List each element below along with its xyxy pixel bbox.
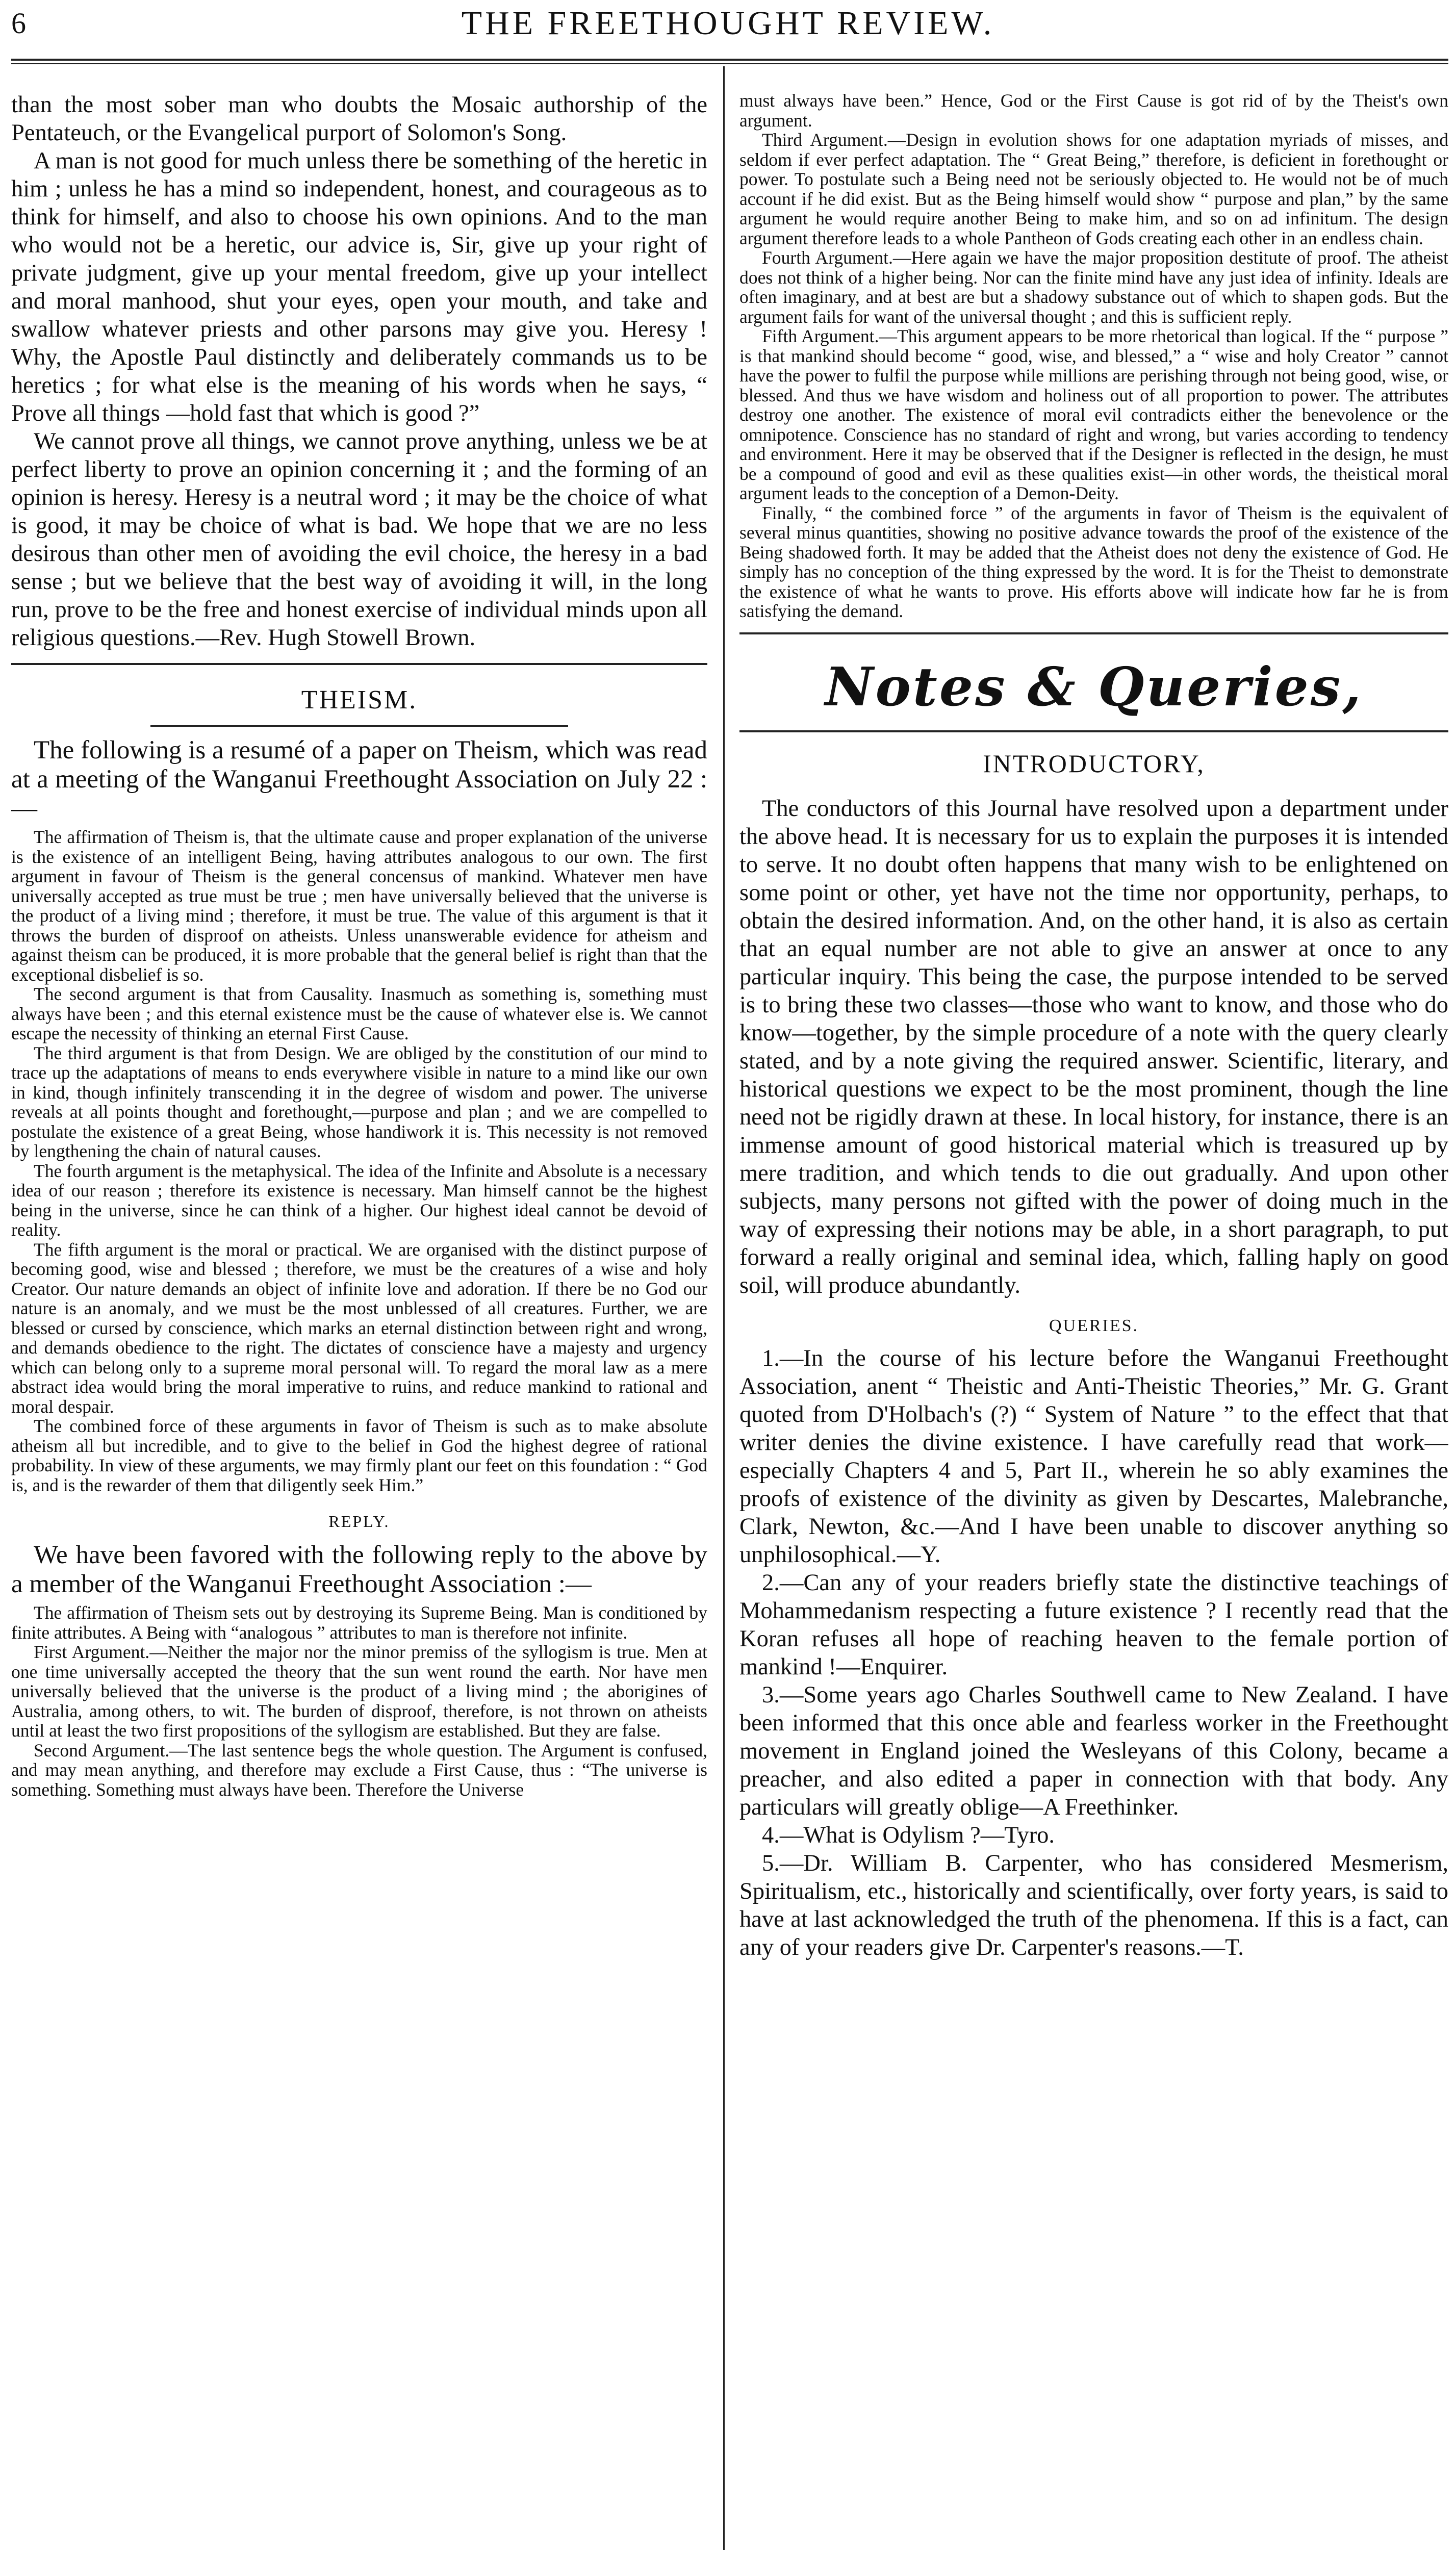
theism-heading: THEISM. — [301, 685, 418, 715]
header-rule-thin — [11, 63, 1448, 64]
reply-continued-paragraph: Finally, “ the combined force ” of the arguments in favor of Theism is the equivalent of several minus quantities, showing no positive advance towards the proof of the existence of the Being shadowed forth. It may be added that the Atheist does not deny the existence of God. He simply has no conception of the thing expressed by the word. It is for the Theist to demonstrate the existence of what he wants to prove. His efforts above will indicate how far he is from satisfying the demand. — [739, 502, 1448, 621]
query-item: 3.—Some years ago Charles Southwell came to New Zealand. I have been informed that this once able and fearless worker in the Freethought movement in England joined the Wesleyans of this Colony, became a preacher, and also edited a paper in connection with that body. Any particulars will greatly oblige—A Freethinker. — [739, 1681, 1448, 1820]
query-item: 2.—Can any of your readers briefly state the distinctive teachings of Mohammedanism respecting a future existence ? I recently read that the Koran refuses all hope of reaching heaven to the female portion of mankind !—Enquirer. — [739, 1569, 1448, 1680]
reply-continued-paragraph: Third Argument.—Design in evolution shows for one adaptation myriads of misses, and seldom if ever perfect adaptation. The “ Great Being,” therefore, is deficient in forethought or power. To postulate such a Being need not be seriously objected to. He would not be of much account if he did exist. But as the Being himself would show “ purpose and plan,” by the same argument he would require another Being to make him, and so on ad infinitum. The design argument therefore leads to a whole Pantheon of Gods creating each other in an endless chain. — [739, 130, 1448, 248]
theism-paragraph: The affirmation of Theism is, that the ultimate cause and proper explanation of the universe is the existence of an intelligent Being, having attributes analogous to our own. The first argument in favour of Theism is the general concensus of mankind. Whatever men have universally accepted as true must be true ; men have universally believed that the universe is the product of a living mind ; therefore, it must be true. The value of this argument is that it throws the burden of disproof on atheists. Unless unanswerable evidence for atheism and against theism can be produced, it is more probable that the general belief is right than that the exceptional disbelief is so. — [11, 827, 707, 985]
theism-paragraph: The fourth argument is the metaphysical. The idea of the Infinite and Absolute is a necessary idea of our reason ; therefore its existence is necessary. Man himself cannot be the highest being in the universe, since he can think of a higher. Our highest ideal cannot be devoid of reality. — [11, 1160, 707, 1240]
right-column — [739, 91, 1448, 2550]
section-rule — [739, 632, 1448, 634]
theism-paragraph: The third argument is that from Design. We are obliged by the constitution of our mind to trace up the adaptations of means to ends everywhere visible in nature to a mind like our own in kind, though infinitely transcending it in the degree of wisdom and power. The universe reveals at all points thought and forethought,—purpose and plan ; and we are compelled to postulate the existence of a great Being, whose handiwork it is. This necessity is not removed by lengthening the chain of natural causes. — [11, 1042, 707, 1161]
query-item: 4.—What is Odylism ?—Tyro. — [762, 1822, 1055, 1848]
queries-heading: QUERIES. — [1049, 1316, 1139, 1335]
query-item: 1.—In the course of his lecture before the Wanganui Freethought Association, anent “ Theistic and Anti-Theistic Theories,” Mr. G. Grant quoted from D'Holbach's (?) “ System of Nature ” to the effect that that writer denies the divine existence. I have carefully read that work—especially Chapters 4 and 5, Part II., wherein he so ably examines the proofs of existence of the divinity as given by Descartes, Malebranche, Clark, Newton, &c.—And I have been unable to discover anything so unphilosophical.—Y. — [739, 1345, 1448, 1568]
reply-continued-paragraph: Fifth Argument.—This argument appears to be more rhetorical than logical. If the “ purpose ” is that mankind should become “ good, wise, and blessed,” a “ wise and holy Creator ” cannot have the power to fulfil the purpose while millions are perishing through not being good, wise, or blessed. And thus we have wisdom and holiness out of all proportion to power. The attributes destroy one another. The existence of moral evil contradicts either the benevolence or the omnipotence. Conscience has no standard of right and wrong, but varies according to tendency and environment. Here it may be observed that if the Designer is reflected in the design, he must be a compound of good and evil as these qualities exist—in other words, the theistical moral argument leads to the conception of a Demon-Deity. — [739, 326, 1448, 503]
left-column — [11, 91, 707, 2550]
heresy-paragraph-2: We cannot prove all things, we cannot prove anything, unless we be at perfect liberty to prove an opinion concerning it ; and the forming of an opinion is heresy. Heresy is a neutral word ; it may be the choice of what is good, it may be choice of what is bad. We hope that we are no less desirous than other men of avoiding the evil choice, the heresy in a bad sense ; but we believe that the best way of avoiding it will, in the long run, prove to be the free and honest exercise of individual minds upon all religious questions.—Rev. Hugh Stowell Brown. — [11, 428, 707, 651]
continued-paragraph: than the most sober man who doubts the Mosaic authorship of the Pentateuch, or the Evangelical purport of Solomon's Song. — [11, 92, 707, 146]
reply-paragraph: Second Argument.—The last sentence begs the whole question. The Argument is confused, and may mean anything, and therefore may exclude a First Cause, thus : “The universe is something. Something must always have been. Therefore the Universe — [11, 1740, 707, 1800]
section-rule — [11, 663, 707, 665]
theism-paragraph: The second argument is that from Causality. Inasmuch as something is, something must always have been ; and this eternal existence must be the cause of whatever else is. We cannot escape the necessity of thinking an eternal First Cause. — [11, 984, 707, 1043]
heresy-paragraph: A man is not good for much unless there be something of the heretic in him ; unless he has a mind so independent, honest, and courageous as to think for himself, and also to choose his own opinions. And to the man who would not be a heretic, our advice is, Sir, give up your right of private judgment, give up your mental freedom, give up your intellect and moral manhood, shut your eyes, open your mouth, and take and swallow whatever priests and other parsons may give you. Heresy ! Why, the Apostle Paul distinctly and deliberately commands us to be heretics ; for what else is the meaning of his words when he says, “ Prove all things —hold fast that which is good ?” — [11, 148, 707, 426]
reply-intro: We have been favored with the following reply to the above by a member of the Wanganui Freethought Association :— — [11, 1541, 707, 1598]
page-number: 6 — [11, 7, 26, 40]
notes-queries-heading: Notes & Queries, — [825, 655, 1363, 718]
reply-paragraph: First Argument.—Neither the major nor the minor premiss of the syllogism is true. Men at one time universally accepted the theory that the sun went round the earth. Nor have men universally believed that the universe is the product of a living mind ; the aborigines of Australia, among others, to wit. The burden of disproof, therefore, is not thrown on atheists until at least the two first propositions of the syllogism are established. But they are false. — [11, 1642, 707, 1741]
running-title: THE FREETHOUGHT REVIEW. — [461, 5, 995, 42]
reply-continued-paragraph: Fourth Argument.—Here again we have the major proposition destitute of proof. The atheist does not think of a higher being. Nor can the finite mind have any just idea of infinity. Ideals are often imaginary, and at best are but a shadowy substance out of which to shapen gods. But the argument fails for want of the universal thought ; and this is sufficient reply. — [739, 247, 1448, 327]
reply-heading: REPLY. — [328, 1512, 390, 1531]
theism-intro: The following is a resumé of a paper on Theism, which was read at a meeting of the Wanganui Freethought Association on July 22 :— — [11, 736, 707, 823]
theism-paragraph: The combined force of these arguments in favor of Theism is such as to make absolute atheism all but incredible, and to give to the belief in God the highest degree of rational probability. In view of these arguments, we may firmly plant our feet on this foundation : “ God is, and is the rewarder of them that diligently seek Him.” — [11, 1416, 707, 1495]
reply-continued-paragraph: must always have been.” Hence, God or the First Cause is got rid of by the Theist's own argument. — [739, 91, 1448, 131]
column-divider — [723, 66, 725, 2550]
section-rule — [739, 730, 1448, 732]
introductory-heading: INTRODUCTORY, — [983, 749, 1205, 778]
introductory-paragraph: The conductors of this Journal have resolved upon a department under the above head. It is necessary for us to explain the purposes it is intended to serve. It no doubt often happens that many wish to be enlightened on some point or other, yet have not the time nor opportunity, perhaps, to obtain the desired information. And, on the other hand, it is also as certain that an equal number are not able to give an answer at once to any particular inquiry. This being the case, the purpose intended to be served is to bring these two classes—those who want to know, and those who do know—together, by the simple procedure of a note with the query clearly stated, and by a note giving the required answer. Scientific, literary, and historical questions we expect to be the most prominent, though the line need not be rigidly drawn at these. In local history, for instance, there is an immense amount of good historical material which is treasured up by mere tradition, and which tends to die out gradually. And upon other subjects, many persons not gifted with the power of doing much in the way of expressing their notions may be able, in a short paragraph, to put forward a really original and seminal idea, which, falling haply on good soil, will produce abundantly. — [739, 795, 1448, 1298]
query-item: 5.—Dr. William B. Carpenter, who has considered Mesmerism, Spiritualism, etc., historically and scientifically, over forty years, is said to have at last acknowledged the truth of the phenomena. If this is a fact, can any of your readers give Dr. Carpenter's reasons.—T. — [739, 1850, 1448, 1960]
theism-paragraph: The fifth argument is the moral or practical. We are organised with the distinct purpose of becoming good, wise and blessed ; therefore, we must be the creatures of a wise and holy Creator. Our nature demands an object of infinite love and adoration. If there be no God our nature is an anomaly, and we must be the most unblessed of all creatures. Further, we are blessed or cursed by conscience, which marks an eternal distinction between right and wrong, and demands obedience to the right. The dictates of conscience have a majesty and urgency which can belong only to a supreme moral personal will. To regard the moral law as a mere abstract idea would bring the moral imperative to ruins, and reduce mankind to rational and moral despair. — [11, 1239, 707, 1417]
header-rule — [11, 59, 1448, 61]
reply-paragraph: The affirmation of Theism sets out by destroying its Supreme Being. Man is conditioned by finite attributes. A Being with “analogous ” attributes to man is therefore not infinite. — [11, 1602, 707, 1643]
